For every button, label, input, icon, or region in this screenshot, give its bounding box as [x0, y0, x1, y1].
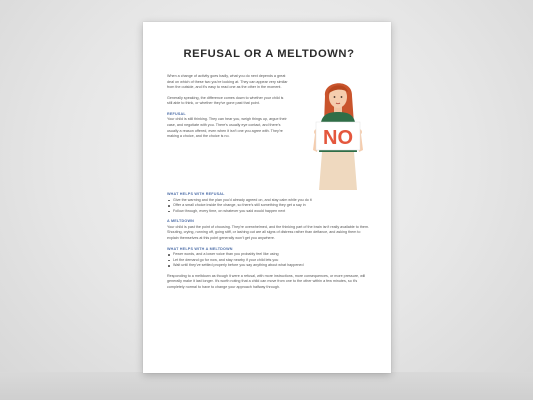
list-item: Wait until they've settled properly before you say anything about what happened [167, 263, 371, 269]
beige-skirt [319, 152, 357, 190]
floor-backdrop [0, 372, 533, 400]
body-content [167, 192, 371, 291]
closing-paragraph: Responding to a meltdown as though it were a refusal, with more instructions, more consequences, or more pressure, will generally make it last longer. It's worth noting that a child can move from one to the other within a few minutes, so it's completely normal to have to change your approach halfway through. [167, 273, 366, 290]
refusal-heading: REFUSAL [167, 111, 186, 116]
meltdown-heading: A MELTDOWN [167, 219, 194, 224]
left-eye [334, 96, 336, 98]
right-eye [341, 96, 343, 98]
meltdown-help-list [167, 252, 371, 269]
meltdown-paragraph: Your child is past the point of choosing. They're overwhelmed, and the thinking part of the brain isn't really available to them. Shouting, crying, running off, going stiff, or lashing out are all signs of distress rather than defiance, and asking them to explain themselves at this point generally won't get you anywhere. [167, 224, 370, 240]
meltdown-help-heading: WHAT HELPS WITH A MELTDOWN [167, 246, 233, 251]
girl-holding-no-sign-illustration [307, 72, 369, 192]
no-sign-text: NO [323, 127, 353, 149]
list-item: Let the demand go for now, and stay nearby if your child lets you [167, 258, 371, 264]
intro-column [167, 74, 289, 192]
intro-paragraph: Generally speaking, the difference comes down to whether your child is still able to think, or whether they've gone past that point. [167, 95, 284, 106]
list-item: Follow through, every time, on whatever you said would happen next [167, 209, 371, 215]
illustration-svg [307, 72, 369, 192]
refusal-help-list [167, 198, 371, 215]
list-item: Give the warning and the plan you'd already agreed on, and stay calm while you do it [167, 198, 371, 204]
list-item: Fewer words, and a lower voice than you probably feel like using [167, 252, 371, 258]
intro-paragraph: When a change of activity goes badly, what you do next depends a great deal on which of these two you're looking at. They can appear very similar from the outside, and it's easy to read one as the other in the moment. [167, 74, 288, 90]
document-page [143, 22, 391, 373]
list-item: Offer a small choice inside the change, so there's still something they get a say in [167, 203, 371, 209]
refusal-paragraph: Your child is still thinking. They can hear you, weigh things up, argue their case, and negotiate with you. There's usually eye contact, and there's usually a reason offered, even when it isn't one you agree with. They're making a choice, and the choice is no. [167, 117, 287, 139]
intro-row [167, 74, 371, 192]
refusal-help-heading: WHAT HELPS WITH REFUSAL [167, 192, 225, 196]
page-title: REFUSAL OR A MELTDOWN? [183, 48, 355, 60]
